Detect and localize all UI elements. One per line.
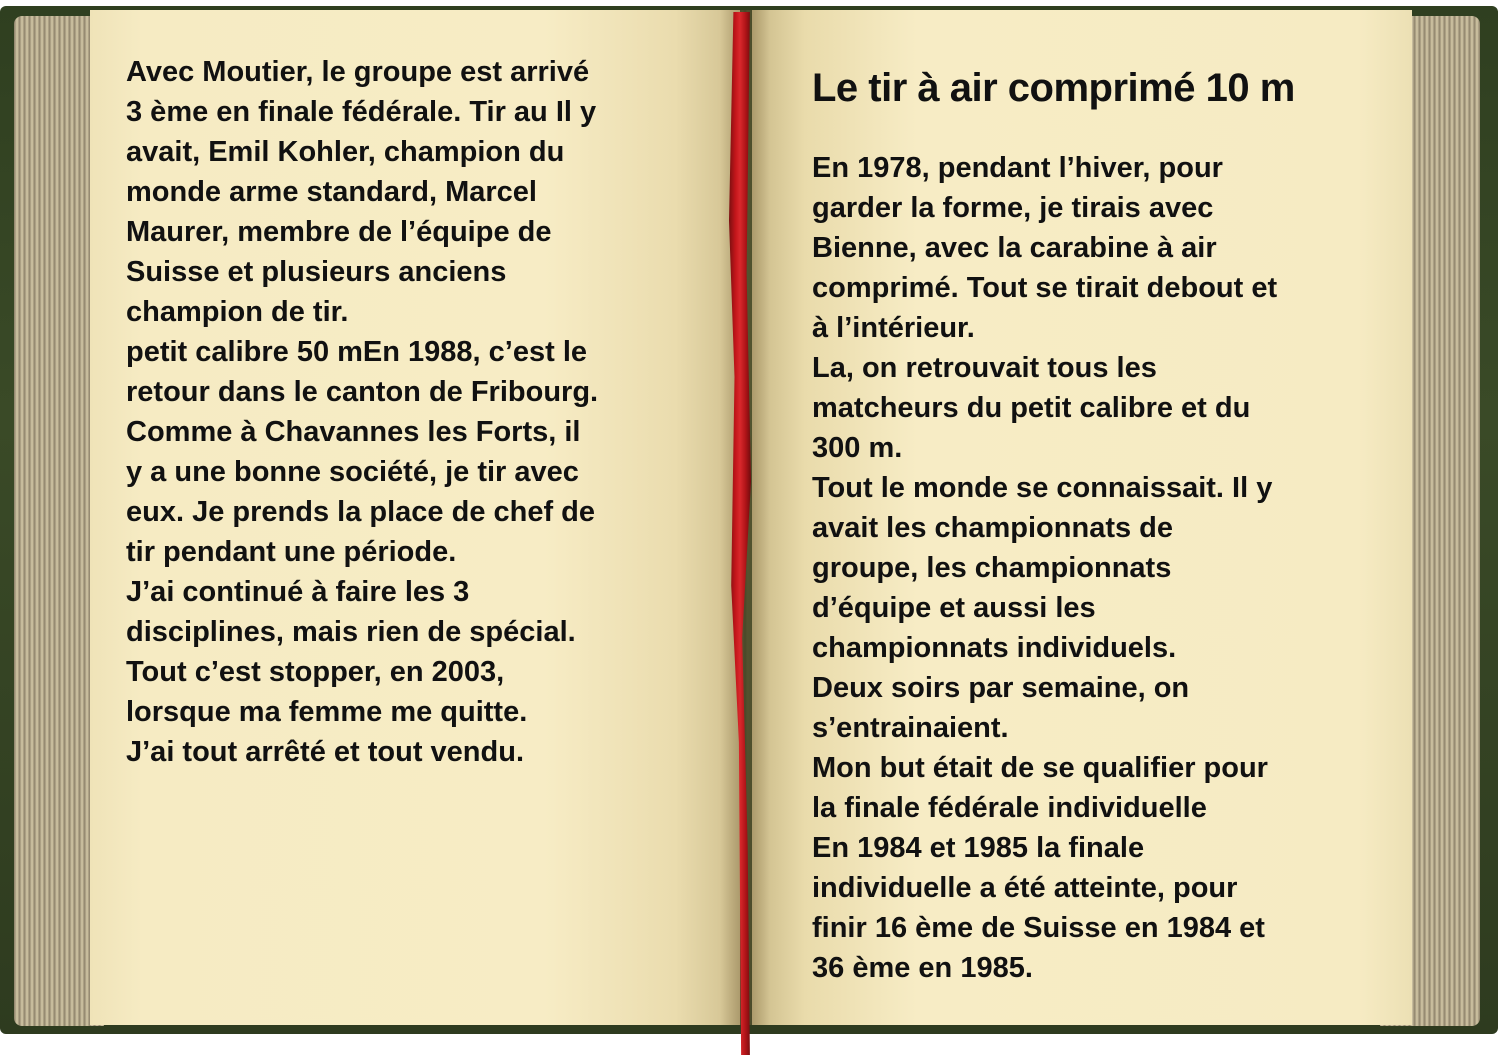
right-page-text: En 1978, pendant l’hiver, pour garder la forme, je tirais avec Bienne, avec la carabine à air comprimé. Tout se tirait debout et à l’intérieur. La, on retrouvait tous les matcheurs du petit calibre et du 300 m. Tout le monde se connaissait. Il y avait les championnats de groupe, les championnats d’équipe et aussi les championnats individuels. Deux soirs par semaine, on s’entrainaient. Mon but était de se qualifier pour la finale fédérale individuelle En 1984 et 1985 la finale individuelle a été atteinte, pour finir 16 ème de Suisse en 1984 et 36 ème en 1985.	[812, 152, 1278, 984]
left-page-text: Avec Moutier, le groupe est arrivé 3 ème en finale fédérale. Tir au Il y avait, Emil Kohler, champion du monde arme standard, Marcel Maurer, membre de l’équipe de Suisse et plusieurs anciens champion de tir. petit calibre 50 mEn 1988, c’est le retour dans le canton de Fribourg. Comme à Chavannes les Forts, il y a une bonne société, je tir avec eux. Je prends la place de chef de tir pendant une période. J’ai continué à faire les 3 disciplines, mais rien de spécial. Tout c’est stopper, en 2003, lorsque ma femme me quitte. J’ai tout arrêté et tout vendu.	[126, 56, 599, 768]
right-page-title: Le tir à air comprimé 10 m	[812, 66, 1295, 110]
